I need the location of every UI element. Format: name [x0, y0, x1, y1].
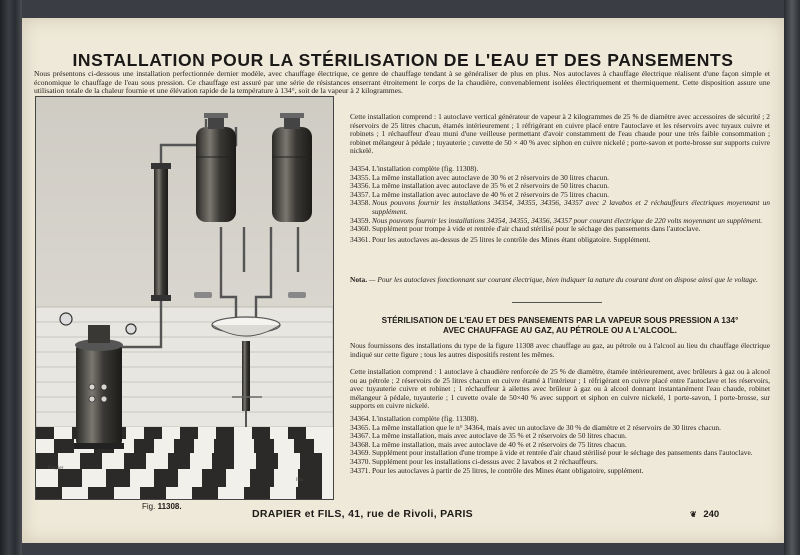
nota-label: Nota.: [350, 275, 368, 284]
list-item: 34361. Pour les autoclaves au-dessus de 25 litres le contrôle des Mines étant obligatoire. Supplément.: [350, 234, 651, 244]
electric-items: [350, 165, 770, 244]
figure-number: 11308.: [157, 502, 182, 511]
nota: [350, 276, 770, 285]
gas-heading: STÉRILISATION DE L'EAU ET DES PANSEMENTS PAR LA VAPEUR SOUS PRESSION A 134° AVEC CHAUFFAGE AU GAZ, AU PÉTROLE OU A L'ALCOOL.: [381, 316, 739, 335]
page-title: INSTALLATION POUR LA STÉRILISATION DE L'EAU ET DES PANSEMENTS: [72, 50, 734, 70]
figure-caption: [142, 502, 182, 511]
list-item: 34356. La même installation avec autoclave de 35 % et 2 réservoirs de 50 litres chacun.: [350, 181, 610, 191]
sterilization-room-illustration: [36, 97, 333, 499]
ornament-icon: ❦: [690, 510, 697, 519]
list-item: 34367. La même installation, mais avec autoclave de 35 % et 2 réservoirs de 50 litres chacun.: [350, 431, 627, 441]
list-item: 34368. La même installation, mais avec autoclave de 40 % et 2 réservoirs de 75 litres chacun.: [350, 439, 627, 449]
publisher-footer: DRAPIER et FILS, 41, rue de Rivoli, PARIS: [252, 508, 473, 520]
book-binding: [0, 0, 22, 555]
svg-text:Drapier: Drapier: [48, 466, 64, 471]
gas-comprend: Cette installation comprend : 1 autoclave à chaudière renforcée de 25 % de diamètre, étamée intérieurement, avec brûleurs à gaz ou à alcool ou au pétrole ; 2 réservoirs de 25 litres chacun en cuivre étamé à l'intérieur ; 1 réfrigérant en cuivre placé entre l'autoclave et les réservoirs, avec tuyauterie cuivre et robinet ; 1 réchauffeur à ailettes avec brûleur à gaz ou à alcool donnant instantanément l'eau chaude, robinet mélangeur à pédale, tuyauterie ; 1 cuvette ovale de 50×40 % avec support et siphon en cuivre nickelé, 1 porte-savon, 1 porte-brosse, sur supports en cuivre nickelé.: [350, 367, 770, 410]
page-edge: [784, 0, 800, 555]
list-item: 34360. Supplément pour trompe à vide et rentrée d'air chaud stérilisé pour le séchage des pansements dans l'autoclave.: [350, 224, 701, 234]
electric-comprend: Cette installation comprend : 1 autoclave vertical générateur de vapeur à 2 kilogrammes de 25 % de diamètre avec accessoires de sécurité ; 2 réservoirs de 25 litres chacun, étamés intérieurement ; 1 réfrigérant en cuivre placé entre l'autoclave et les réservoirs avec tuyaux cuivre et robinets ; 1 réchauffeur d'eau muni d'une veilleuse permettant d'avoir constamment de l'eau chaude pour une très faible consommation ; robinet mélangeur à pédale ; tuyauterie ; cuvette de 50 × 40 % avec siphon en cuivre nickelé ; porte-savon et porte-brosse sur supports cuivre nickelé.: [350, 112, 770, 155]
list-item: 34355. La même installation avec autoclave de 30 % et 2 réservoirs de 30 litres chacun.: [350, 172, 610, 182]
page-number: 240: [703, 509, 720, 520]
list-item: 34369. Supplément pour installation d'une trompe à vide et rentrée d'air chaud stérilisé pour le séchage des pansements dans l'autoclave.: [350, 448, 753, 458]
list-item: 34364. L'installation complète (fig. 11308).: [350, 414, 479, 423]
svg-text:Fils: Fils: [296, 478, 304, 483]
divider: [512, 302, 602, 303]
list-item: 34354. L'installation complète (fig. 11308).: [350, 164, 479, 173]
list-item: 34358. Nous pouvons fournir les installations 34354, 34355, 34356, 34357 avec 2 lavabos et 2 réchauffeurs électriques moyennant un supplément.: [350, 198, 770, 216]
list-item: 34370. Supplément pour les installations ci-dessus avec 2 lavabos et 2 réchauffeurs.: [350, 456, 598, 466]
list-item: 34357. La même installation avec autoclave de 40 % et 2 réservoirs de 75 litres chacun.: [350, 189, 610, 199]
figure-caption-prefix: Fig.: [142, 502, 156, 511]
installation-photo: [35, 96, 334, 500]
list-item: 34371. Pour les autoclaves à partir de 25 litres, le contrôle des Mines étant obligatoire, supplément.: [350, 465, 644, 475]
list-item: 34359. Nous pouvons fournir les installations 34354, 34355, 34356, 34357 pour courant électrique de 220 volts moyennant un supplément.: [350, 215, 763, 225]
gas-intro: Nous fournissons des installations du type de la figure 11308 avec chauffage au gaz, au pétrole ou à l'alcool au lieu du chauffage électrique indiqué sur cette figure ; tous les autres dispositifs restent les mêmes.: [350, 341, 770, 359]
nota-text: — Pour les autoclaves fonctionnant sur courant électrique, bien indiquer la nature du courant dont on dispose ainsi que le voltage.: [368, 275, 758, 284]
gas-items: [350, 415, 770, 475]
list-item: 34365. La même installation que le n° 34364, mais avec un autoclave de 30 % de diamètre et 2 réservoirs de 30 litres chacun.: [350, 422, 721, 432]
catalog-page: [22, 18, 784, 543]
intro-paragraph: Nous présentons ci-dessous une installation perfectionnée dernier modèle, avec chauffage électrique, ce genre de chauffage tendant à se généraliser de plus en plus. Nos autoclaves à chauffage électrique réalisent d'une façon simple et économique le chauffage de l'eau sous pression. Ce chauffage est assuré par une série de résistances enserrant étroitement le corps de la chaudière, convenablement isolées électriquement et thermiquement. Cette disposition assure une utilisation totale de la chaleur fournie et une élévation rapide de la température à 134°, soit de la vapeur à 2 kilogrammes.: [34, 69, 770, 96]
page-number-area: [690, 509, 719, 520]
